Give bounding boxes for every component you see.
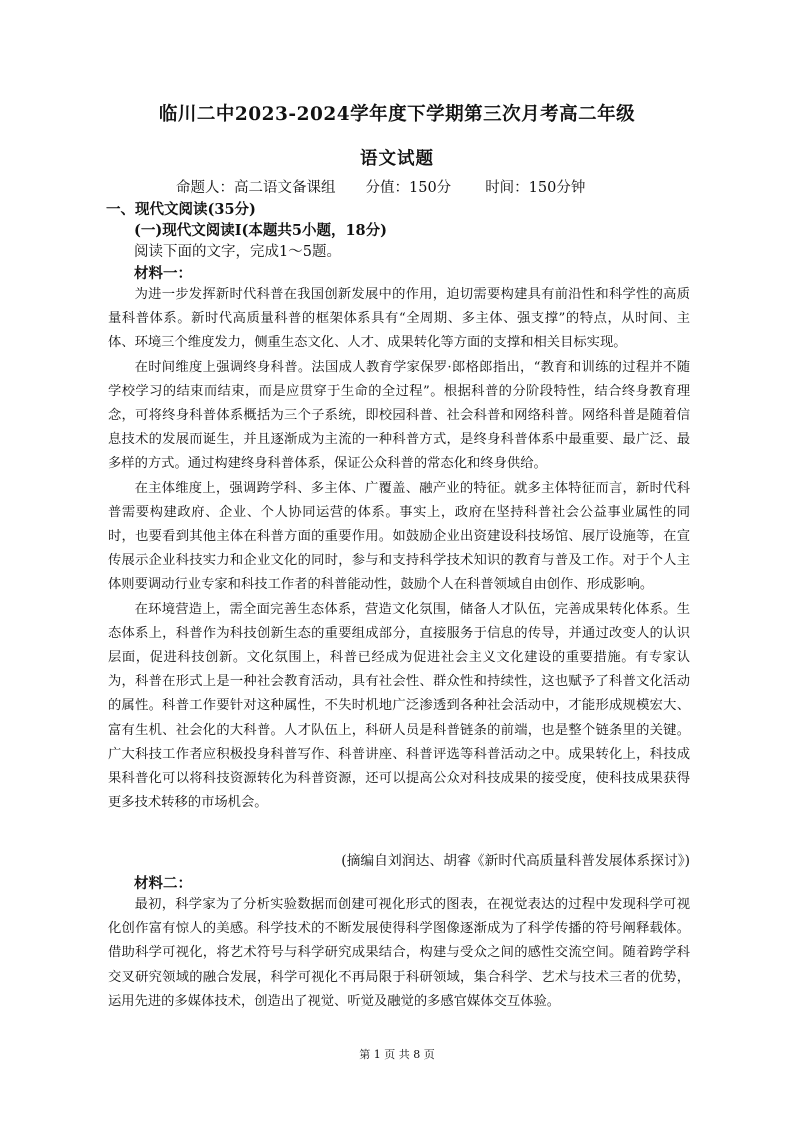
material1-heading: 材料一： <box>134 265 192 282</box>
material1-source: (摘编自刘润达、胡睿《新时代高质量科普发展体系探讨》) <box>341 853 690 869</box>
section-heading: 一、现代文阅读(35分) <box>106 201 256 218</box>
reading-instruction: 阅读下面的文字，完成1～5题。 <box>134 244 341 260</box>
exam-meta <box>176 176 585 197</box>
exam-author: 命题人：高二语文备课组 <box>176 180 336 196</box>
material1-paragraph: 在环境营造上，需全面完善生态体系，营造文化氛围，储备人才队伍，完善成果转化体系。生态体系上，科普作为科技创新生态的重要组成部分，直接服务于信息的传导，并通过改变人的认识层面，促进科技创新。文化氛围上，科普已经成为促进社会主义文化建设的重要措施。有专家认为，科普在形式上是一种社会教育活动，具有社会性、群众性和持续性，这也赋予了科普文化活动的属性。科普工作要针对这种属性，不失时机地广泛渗透到各种社会活动中，才能形成规模宏大、富有生机、社会化的大科普。人才队伍上，科研人员是科普链条的前端，也是整个链条里的关键。广大科技工作者应积极投身科普写作、科普讲座、科普评选等科普活动之中。成果转化上，科技成果科普化可以将科技资源转化为科普资源，还可以提高公众对科技成果的接受度，使科技成果获得更多技术转移的市场机会。 <box>108 601 690 811</box>
material2-body <box>108 893 690 1014</box>
page-footer: 第 1 页 共 8 页 <box>359 1048 435 1061</box>
exam-title: 临川二中2023-2024学年度下学期第三次月考高二年级 <box>158 104 636 125</box>
exam-subtitle: 语文试题 <box>360 149 434 169</box>
material2-heading: 材料二： <box>134 875 192 892</box>
material2-paragraph: 最初，科学家为了分析实验数据而创建可视化形式的图表，在视觉表达的过程中发现科学可视化创作富有惊人的美感。科学技术的不断发展使得科学图像逐渐成为了科学传播的符号阐释载体。借助科学可视化，将艺术符号与科学研究成果结合，构建与受众之间的感性交流空间。随着跨学科交叉研究领域的融合发展，科学可视化不再局限于科研领域，集合科学、艺术与技术三者的优势，运用先进的多媒体技术，创造出了视觉、听觉及融觉的多感官媒体交互体验。 <box>108 897 690 1009</box>
exam-time: 时间：150分钟 <box>485 180 586 196</box>
exam-score: 分值：150分 <box>365 180 452 196</box>
material1-paragraph: 在时间维度上强调终身科普。法国成人教育学家保罗·郎格郎指出，“教育和训练的过程并不随学校学习的结束而结束，而是应贯穿于生命的全过程”。根据科普的分阶段特性，结合终身教育理念，可将终身科普体系概括为三个子系统，即校园科普、社会科普和网络科普。网络科普是随着信息技术的发展而诞生，并且逐渐成为主流的一种科普方式，是终身科普体系中最重要、最广泛、最多样的方式。通过构建终身科普体系，保证公众科普的常态化和终身供给。 <box>108 359 690 472</box>
material1-paragraph: 为进一步发挥新时代科普在我国创新发展中的作用，迫切需要构建具有前沿性和科学性的高质量科普体系。新时代高质量科普的框架体系具有“全周期、多主体、强支撑”的特点，从时间、主体、环境三个维度发力，侧重生态文化、人才、成果转化等方面的支撑和相关目标实现。 <box>108 287 690 351</box>
section-sub-heading: (一)现代文阅读Ⅰ(本题共5小题，18分) <box>134 222 387 239</box>
material1-paragraph: 在主体维度上，强调跨学科、多主体、广覆盖、融产业的特征。就多主体特征而言，新时代科普需要构建政府、企业、个人协同运营的体系。事实上，政府在坚持科普社会公益事业属性的同时，也要看到其他主体在科普方面的重要作用。如鼓励企业出资建设科技场馆、展厅设施等，在宣传展示企业科技实力和企业文化的同时，参与和支持科学技术知识的教育与普及工作。对于个人主体则要调动行业专家和科技工作者的科普能动性，鼓励个人在科普领域自由创作、形成影响。 <box>108 480 690 593</box>
material1-body <box>108 283 690 815</box>
